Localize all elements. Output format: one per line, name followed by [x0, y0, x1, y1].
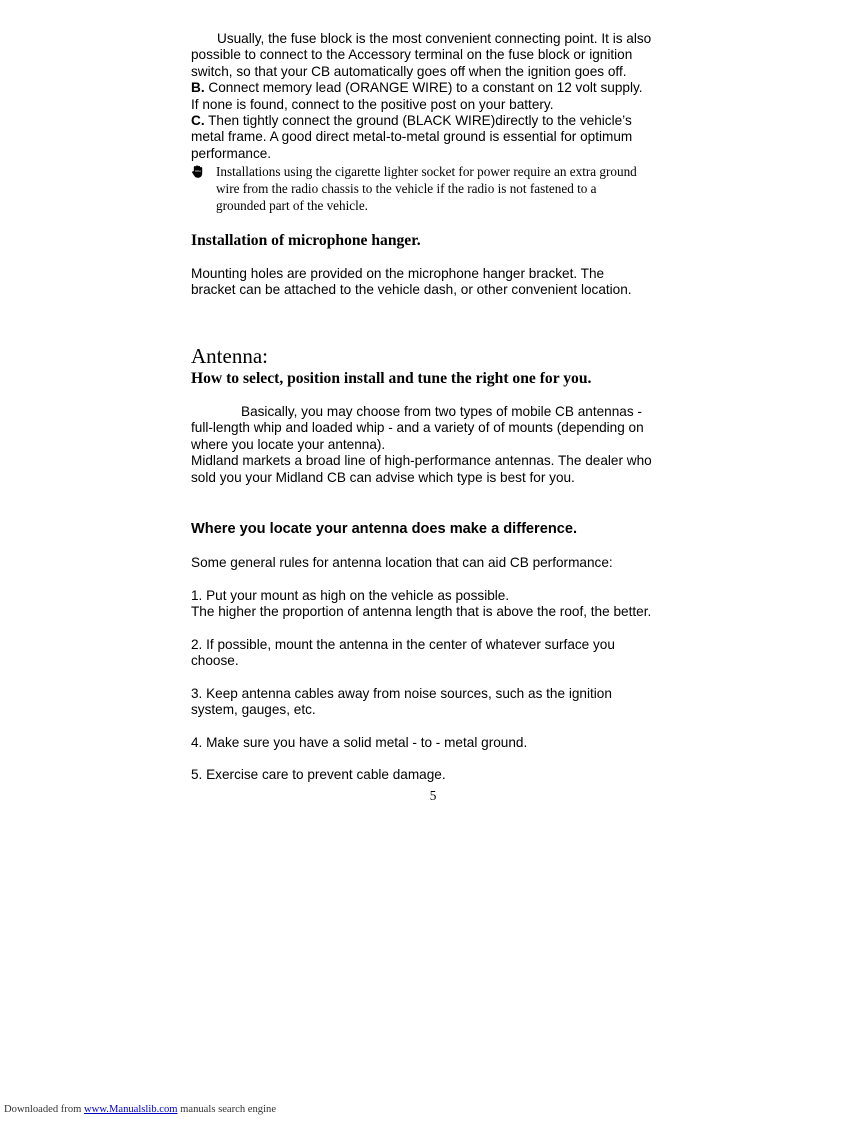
rule-line: system, gauges, etc. [191, 702, 316, 718]
step-b-text: Connect memory lead (ORANGE WIRE) to a constant on 12 volt supply. [204, 80, 643, 96]
antenna-paragraph-line: Midland markets a broad line of high-performance antennas. The dealer who [191, 453, 652, 469]
antenna-paragraph-line: Basically, you may choose from two types of mobile CB antennas - [241, 404, 642, 419]
microphone-hanger-paragraph [191, 266, 681, 299]
step-b-line [191, 80, 681, 96]
rule-line: choose. [191, 653, 239, 669]
power-paragraph-line: switch, so that your CB automatically goes off when the ignition goes off. [191, 63, 627, 79]
rule-line: 1. Put your mount as high on the vehicle as possible. [191, 588, 510, 603]
step-c-line: performance. [191, 145, 272, 161]
antenna-paragraph-line: full-length whip and loaded whip - and a variety of of mounts (depending on [191, 420, 644, 436]
footer-suffix: manuals search engine [177, 1104, 277, 1115]
microphone-hanger-heading: Installation of microphone hanger. [191, 232, 421, 249]
step-b-line: If none is found, connect to the positive post on your battery. [191, 96, 554, 112]
power-connection-section [191, 31, 681, 162]
manualslib-link[interactable]: www.Manualslib.com [84, 1104, 178, 1115]
download-footer [4, 1103, 276, 1116]
antenna-paragraph-line: where you locate your antenna). [191, 436, 386, 452]
rule-line: The higher the proportion of antenna length that is above the roof, the better. [191, 604, 652, 620]
step-b-marker: B. [191, 80, 205, 96]
rule-line: 3. Keep antenna cables away from noise sources, such as the ignition [191, 686, 612, 701]
antenna-rule-1 [191, 588, 681, 621]
antenna-paragraph-line: sold you your Midland CB can advise which type is best for you. [191, 469, 575, 485]
power-paragraph-line: possible to connect to the Accessory terminal on the fuse block or ignition [191, 47, 633, 63]
footer-prefix: Downloaded from [4, 1104, 85, 1115]
step-c-line: metal frame. A good direct metal-to-metal ground is essential for optimum [191, 129, 633, 145]
note-line: wire from the radio chassis to the vehicle if the radio is not fastened to a [216, 180, 597, 196]
cigarette-lighter-note [191, 164, 681, 214]
rule-line: 2. If possible, mount the antenna in the center of whatever surface you [191, 637, 615, 652]
antenna-location-heading: Where you locate your antenna does make a difference. [191, 521, 578, 537]
note-line: Installations using the cigarette lighter socket for power require an extra ground [216, 164, 637, 179]
antenna-rule-4: 4. Make sure you have a solid metal - to - metal ground. [191, 735, 528, 750]
hand-pointer-icon [191, 165, 205, 179]
power-paragraph-line: Usually, the fuse block is the most convenient connecting point. It is also [217, 31, 652, 46]
note-line: grounded part of the vehicle. [216, 197, 368, 213]
antenna-subtitle: How to select, position install and tune the right one for you. [191, 370, 592, 387]
microphone-paragraph-line: Mounting holes are provided on the microphone hanger bracket. The [191, 266, 605, 281]
antenna-location-intro: Some general rules for antenna location that can aid CB performance: [191, 555, 613, 570]
antenna-title: Antenna: [191, 344, 268, 368]
antenna-rule-3 [191, 686, 681, 719]
step-c-line [191, 113, 681, 129]
page-number: 5 [429, 788, 437, 803]
step-c-text: Then tightly connect the ground (BLACK WIRE)directly to the vehicle’s [204, 113, 632, 129]
antenna-rule-5: 5. Exercise care to prevent cable damage. [191, 767, 446, 782]
antenna-rule-2 [191, 637, 681, 670]
microphone-paragraph-line: bracket can be attached to the vehicle dash, or other convenient location. [191, 282, 632, 298]
step-c-marker: C. [191, 113, 205, 129]
antenna-paragraph [191, 404, 681, 486]
